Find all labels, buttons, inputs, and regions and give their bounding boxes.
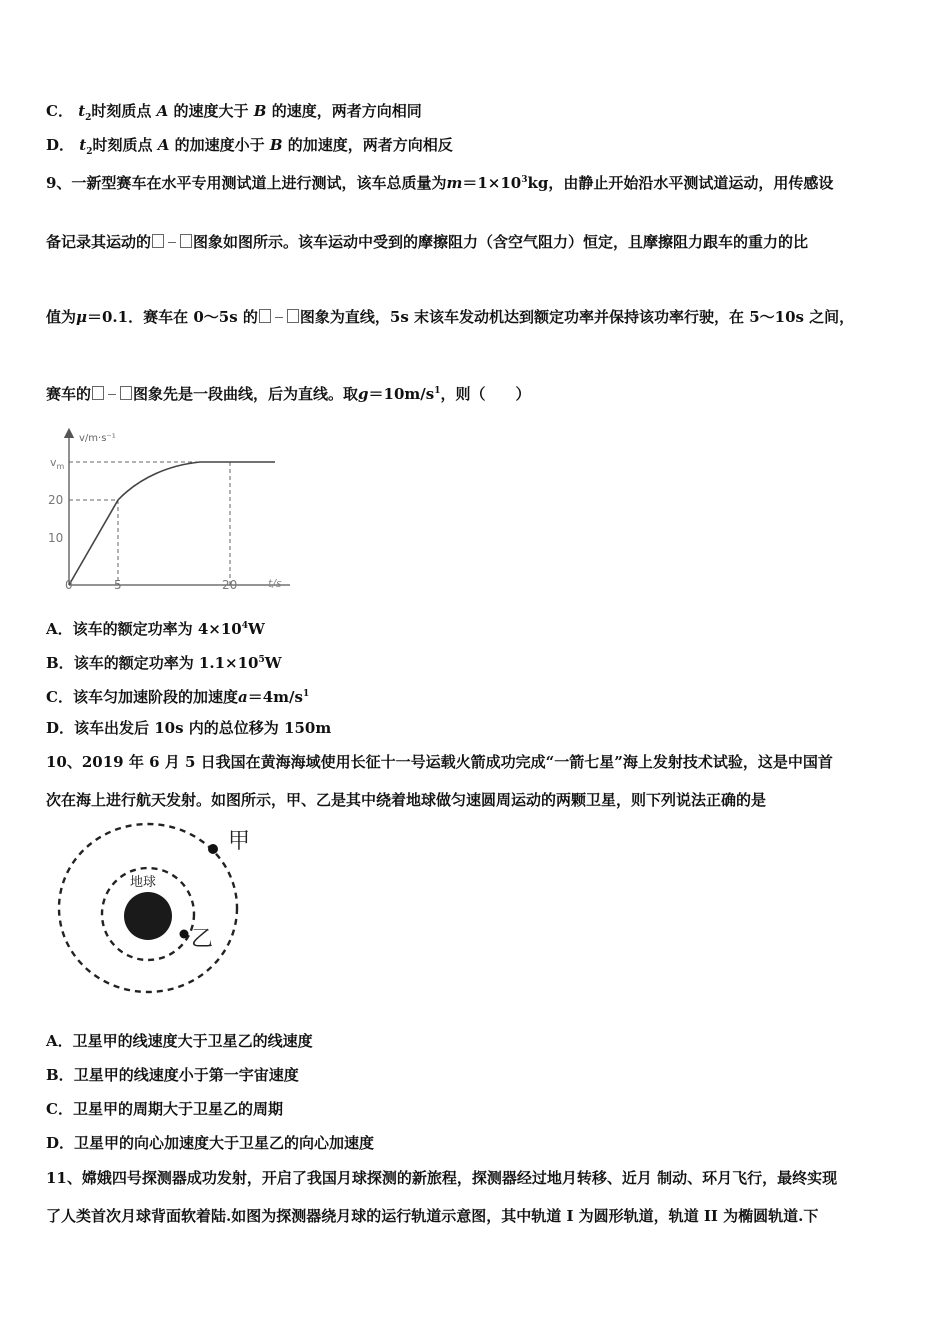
q9-stem-line-2: 备记录其运动的 图象如图所示。该车运动中受到的摩擦阻力（含空气阻力）恒定，且摩擦阻力跟车的重力的比 [46,233,809,251]
q10-option-b: B．卫星甲的线速度小于第一宇宙速度 [46,1066,299,1084]
q9-option-c: C．该车匀加速阶段的加速度$a=4m/s^1$ [46,688,310,706]
q9-stem-line-1: 9、一新型赛车在水平专用测试道上进行测试，该车总质量为$m=1\times 10^3kg$，由静止开始沿水平测试道运动，用传感设 [46,174,834,192]
x-tick-0: 0 [65,578,73,592]
x-tick-5: 5 [114,578,122,592]
q10-option-a: A．卫星甲的线速度大于卫星乙的线速度 [46,1032,313,1050]
q10-stem-line-2: 次在海上进行航天发射。如图所示，甲、乙是其中绕着地球做匀速圆周运动的两颗卫星，则下列说法正确的是 [46,791,767,809]
q10-stem-line-1: 10、2019 年 6 月 5 日我国在黄海海域使用长征十一号运载火箭成功完成“一箭七星”海上发射技术试验，这是中国首 [46,753,833,771]
q9-stem-line-3: 值为μ＝0.1．赛车在 0～5s 的 图象为直线，5s 末该车发动机达到额定功率并保持该功率行驶，在 5～10s 之间， [46,308,855,326]
q11-stem-line-2: 了人类首次月球背面软着陆.如图为探测器绕月球的运行轨道示意图，其中轨道 I 为圆形轨道，轨道 II 为椭圆轨道.下 [46,1207,819,1225]
q9-option-a: A．该车的额定功率为 $4\times 10^4W$ [46,620,265,638]
placeholder-box-icon [92,386,104,400]
x-tick-20: 20 [222,578,238,592]
dash-icon [275,317,283,318]
q9-option-d: D．该车出发后 10s 内的总位移为 150m [46,719,332,737]
y-tick-20: 20 [48,493,64,507]
q10-option-d: D．卫星甲的向心加速度大于卫星乙的向心加速度 [46,1134,375,1152]
q10-orbit-diagram [50,818,270,1003]
x-axis-label: t/s [268,577,282,590]
q10-option-c: C．卫星甲的周期大于卫星乙的周期 [46,1100,283,1118]
q8-option-c: C． $t_2$时刻质点 A 的速度大于 B 的速度，两者方向相同 [46,102,422,123]
placeholder-box-icon [152,234,164,248]
q9-stem-line-4: 赛车的 图象先是一段曲线，后为直线。取$g=10m/s^1$，则（ ） [46,385,531,403]
y-axis-label: v/m·s⁻¹ [79,433,116,444]
satellite-jia-label: 甲 [228,829,251,854]
placeholder-box-icon [120,386,132,400]
placeholder-box-icon [180,234,192,248]
dash-icon [108,394,116,395]
satellite-yi-label: 乙 [191,927,214,952]
satellite-yi-dot [180,930,189,939]
satellite-jia-dot [208,844,218,854]
q11-stem-line-1: 11、嫦娥四号探测器成功发射，开启了我国月球探测的新旅程，探测器经过地月转移、近月 制动、环月飞行，最终实现 [46,1169,838,1187]
vt-curve [69,462,275,585]
q9-option-b: B．该车的额定功率为 $1.1\times 10^5W$ [46,654,282,672]
earth-label: 地球 [130,875,157,890]
y-tick-vm: $v_m$ [50,456,65,471]
placeholder-box-icon [287,309,299,323]
earth-circle [124,892,172,940]
q8-option-d: D． $t_2$时刻质点 A 的加速度小于 B 的加速度，两者方向相反 [46,136,453,157]
dash-icon [168,242,176,243]
placeholder-box-icon [259,309,271,323]
q9-vt-graph [40,425,300,595]
y-tick-10: 10 [48,531,64,545]
